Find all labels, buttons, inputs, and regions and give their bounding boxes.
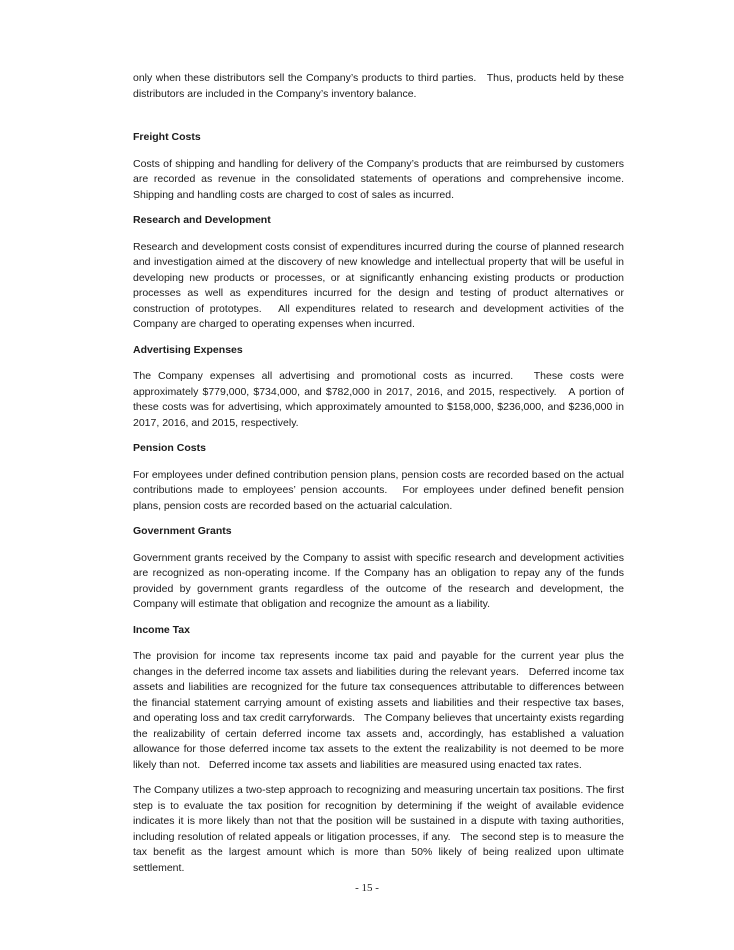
paragraph-government-grants: Government grants received by the Company to assist with specific research and development activities are recognized as non-operating income. If the Company has an obligation to repay any of the funds provided by government grants regardless of the outcome of the research and development, the Company will estimate that obligation and recognize the amount as a liability.: [133, 551, 624, 610]
paragraph-income-tax-two-step: The Company utilizes a two-step approach to recognizing and measuring uncertain tax positions. The first step is to evaluate the tax position for recognition by determining if the weight of available evidence indicates it is more likely than not that the position will be sustained in a dispute with taxing authorities, including resolution of related appeals or litigation processes, if any. The second step is to measure the tax benefit as the largest amount which is more than 50% likely of being realized upon ultimate settlement.: [133, 784, 624, 874]
paragraph-pension-costs: For employees under defined contribution pension plans, pension costs are recorded based on the actual contributions made to employees’ pension accounts. For employees under defined benefit pension plans, pension costs are recorded based on the actuarial calculation.: [133, 468, 624, 512]
heading-advertising-expenses: Advertising Expenses: [133, 343, 243, 356]
heading-income-tax: Income Tax: [133, 623, 190, 636]
paragraph-freight-costs: Costs of shipping and handling for delivery of the Company’s products that are reimbursed by customers are recorded as revenue in the consolidated statements of operations and comprehensive income. Shipping and handling costs are charged to cost of sales as incurred.: [133, 157, 624, 201]
heading-pension-costs: Pension Costs: [133, 442, 206, 454]
page-number: - 15 -: [355, 882, 379, 894]
heading-government-grants: Government Grants: [133, 525, 232, 537]
heading-research-and-development: Research and Development: [133, 214, 271, 226]
paragraph-income-tax-provision: The provision for income tax represents income tax paid and payable for the current year plus the changes in the deferred income tax assets and liabilities during the relevant years. Deferred income tax assets and liabilities are recognized for the future tax consequences attributable to differences between the financial statement carrying amount of existing assets and liabilities and their respective tax bases, and operating loss and tax credit carryforwards. The Company believes that uncertainty exists regarding the realizability of certain deferred income tax assets and, accordingly, has established a valuation allowance for those deferred income tax assets to the extent the realizability is not deemed to be more likely than not. Deferred income tax assets and liabilities are measured using enacted tax rates.: [133, 650, 624, 771]
paragraph-advertising-expenses: The Company expenses all advertising and promotional costs as incurred. These costs were approximately $779,000, $734,000, and $782,000 in 2017, 2016, and 2015, respectively. A portion of these costs was for advertising, which approximately amounted to $158,000, $236,000, and $236,000 in 2017, 2016, and 2015, respectively.: [133, 370, 624, 429]
heading-freight-costs: Freight Costs: [133, 131, 201, 143]
paragraph-research-and-development: Research and development costs consist of expenditures incurred during the course of planned research and investigation aimed at the discovery of new knowledge and intellectual property that will be useful in developing new products or processes, or at significantly enhancing existing products or production processes as well as expenditures incurred for the design and testing of product alternatives or construction of prototypes. All expenditures related to research and development activities of the Company are charged to operating expenses when incurred.: [133, 240, 624, 330]
document-content: [133, 71, 624, 886]
paragraph-distributor-inventory: only when these distributors sell the Company’s products to third parties. Thus, products held by these distributors are included in the Company’s inventory balance.: [133, 72, 624, 100]
